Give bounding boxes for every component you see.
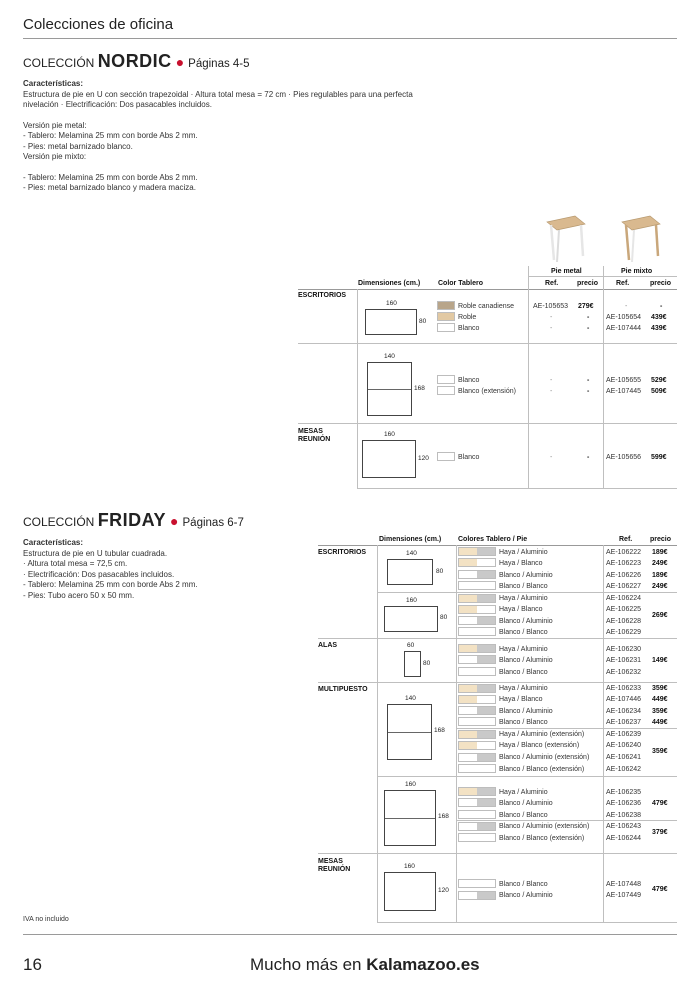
- swatch-haya-aluminio: [458, 644, 496, 653]
- nordic-ref-metal: -: [550, 377, 553, 384]
- friday-col-ref: Ref.: [619, 536, 633, 543]
- dim-width: 60: [407, 642, 415, 649]
- friday-price: 189€: [652, 572, 668, 579]
- dim-depth: 80: [436, 568, 444, 575]
- swatch-blanco-blanco: [458, 833, 496, 842]
- friday-sec-multipuesto: MULTIPUESTO: [318, 686, 368, 693]
- nordic-group-metal: Pie metal: [551, 268, 582, 275]
- nordic-price-metal: -: [587, 377, 590, 384]
- friday-price: 269€: [652, 612, 668, 619]
- nordic-desc-line: Estructura de pie en U con sección trapezoidal · Altura total mesa = 72 cm · Pies regulables para una perfecta: [23, 89, 413, 99]
- nordic-mixto-line: - Pies: metal barnizado blanco y madera maciza.: [23, 183, 196, 192]
- page-number: 16: [23, 955, 42, 974]
- header-rule: [23, 38, 677, 39]
- nordic-price-metal: 279€: [578, 303, 594, 310]
- friday-price: 449€: [652, 696, 668, 703]
- friday-color: Blanco / Blanco (extensión): [499, 835, 585, 842]
- friday-color: Haya / Blanco: [499, 606, 543, 613]
- nordic-price-mixto: -: [660, 303, 663, 310]
- ala-diagram: [404, 651, 421, 677]
- friday-ref: AE-106236: [606, 800, 642, 807]
- friday-color: Blanco / Aluminio: [499, 708, 553, 715]
- friday-ref: AE-106239: [606, 731, 642, 738]
- desk-diagram: [367, 362, 412, 416]
- friday-price: 359€: [652, 748, 668, 755]
- friday-ref: AE-107448: [606, 881, 642, 888]
- swatch-blanco-blanco: [458, 764, 496, 773]
- swatch-blanco-blanco: [458, 879, 496, 888]
- footer-tagline: [250, 955, 480, 975]
- friday-color: Haya / Aluminio: [499, 595, 548, 602]
- nordic-sec-escritorios: ESCRITORIOS: [298, 292, 347, 299]
- nordic-col-dim: Dimensiones (cm.): [358, 280, 421, 287]
- friday-ref: AE-106243: [606, 823, 642, 830]
- nordic-description: [23, 79, 413, 194]
- friday-ref: AE-106240: [606, 742, 642, 749]
- swatch-haya-blanco: [458, 741, 496, 750]
- nordic-name: NORDIC: [97, 51, 172, 71]
- nordic-col-price-mixto: precio: [650, 280, 672, 287]
- swatch-blanco-aluminio: [458, 798, 496, 807]
- swatch-blanco-blanco: [458, 627, 496, 636]
- nordic-pages: Páginas 4-5: [188, 58, 250, 70]
- nordic-ref-mixto: AE-105654: [606, 314, 642, 321]
- nordic-price-metal: -: [587, 325, 590, 332]
- nordic-price-mixto: 509€: [651, 388, 667, 395]
- dim-width: 160: [404, 863, 415, 870]
- friday-title: [23, 510, 244, 531]
- dim-depth: 80: [423, 660, 431, 667]
- footer-brand-link[interactable]: Kalamazoo.es: [366, 955, 480, 974]
- nordic-price-mixto: 439€: [651, 325, 667, 332]
- friday-ref: AE-106225: [606, 606, 642, 613]
- nordic-color: Roble canadiense: [458, 303, 515, 310]
- nordic-mixto-line: - Tablero: Melamina 25 mm con borde Abs 2 mm.: [23, 172, 198, 182]
- friday-col-colors: Colores Tablero / Pie: [458, 536, 528, 543]
- red-dot-icon: ●: [170, 513, 179, 529]
- friday-ref: AE-106237: [606, 719, 642, 726]
- nordic-color: Blanco: [458, 325, 480, 332]
- nordic-ref-metal: -: [550, 454, 553, 461]
- footer-tagline-prefix: Mucho más en: [250, 955, 362, 974]
- friday-ref: AE-106229: [606, 629, 642, 636]
- iva-note: IVA no incluido: [23, 916, 69, 923]
- dim-width: 140: [406, 550, 417, 557]
- friday-color: Haya / Blanco (extensión): [499, 742, 580, 749]
- swatch-haya-aluminio: [458, 547, 496, 556]
- friday-ref: AE-106234: [606, 708, 642, 715]
- swatch-roble-canadiense: [437, 301, 455, 310]
- friday-color: Blanco / Blanco: [499, 812, 548, 819]
- dim-depth: 80: [419, 318, 427, 325]
- swatch-blanco: [437, 386, 455, 395]
- friday-line: - Pies: Tubo acero 50 x 50 mm.: [23, 590, 135, 600]
- dim-width: 140: [384, 353, 395, 360]
- multipuesto-diagram: [384, 790, 436, 846]
- friday-price: 249€: [652, 560, 668, 567]
- friday-color: Haya / Aluminio: [499, 789, 548, 796]
- nordic-color: Blanco (extensión): [458, 388, 516, 395]
- friday-price: 249€: [652, 583, 668, 590]
- nordic-ref-metal: -: [550, 325, 553, 332]
- swatch-haya-blanco: [458, 695, 496, 704]
- friday-ref: AE-106228: [606, 618, 642, 625]
- nordic-title: [23, 51, 250, 72]
- friday-ref: AE-106244: [606, 835, 642, 842]
- friday-ref: AE-107446: [606, 696, 642, 703]
- nordic-desc-line: nivelación · Electrificación: Dos pasacables incluidos.: [23, 100, 212, 109]
- footer-rule: [23, 934, 677, 935]
- friday-color: Blanco / Aluminio: [499, 800, 553, 807]
- nordic-sec-reunion: REUNIÓN: [298, 436, 331, 443]
- swatch-blanco: [437, 375, 455, 384]
- nordic-ref-mixto: AE-105655: [606, 377, 642, 384]
- friday-price: 189€: [652, 549, 668, 556]
- swatch-haya-aluminio: [458, 594, 496, 603]
- nordic-group-mixto: Pie mixto: [621, 268, 653, 275]
- friday-prefix: COLECCIÓN: [23, 515, 95, 529]
- nordic-ref-mixto: AE-107444: [606, 325, 642, 332]
- nordic-prefix: COLECCIÓN: [23, 56, 95, 70]
- nordic-ref-mixto: AE-107445: [606, 388, 642, 395]
- dim-width: 160: [405, 781, 416, 788]
- nordic-color: Blanco: [458, 454, 480, 461]
- friday-line: - Tablero: Melamina 25 mm con borde Abs 2 mm.: [23, 580, 198, 589]
- nordic-price-metal: -: [587, 454, 590, 461]
- friday-ref: AE-106233: [606, 685, 642, 692]
- friday-color: Blanco / Aluminio: [499, 892, 553, 899]
- friday-ref: AE-106226: [606, 572, 642, 579]
- friday-color: Blanco / Blanco: [499, 583, 548, 590]
- friday-ref: AE-106223: [606, 560, 642, 567]
- desk-diagram: [365, 309, 417, 335]
- swatch-blanco-aluminio: [458, 706, 496, 715]
- friday-color: Blanco / Blanco: [499, 881, 548, 888]
- nordic-price-mixto: 529€: [651, 377, 667, 384]
- nordic-metal-title: Versión pie metal:: [23, 120, 87, 130]
- dim-depth: 168: [438, 813, 449, 820]
- friday-line: · Electrificación: Dos pasacables incluidos.: [23, 569, 175, 579]
- nordic-ref-mixto: AE-105656: [606, 454, 642, 461]
- friday-color: Blanco / Aluminio (extensión): [499, 754, 590, 761]
- swatch-blanco-aluminio: [458, 570, 496, 579]
- nordic-col-price-metal: precio: [577, 280, 599, 287]
- nordic-price-metal: -: [587, 388, 590, 395]
- friday-price: 359€: [652, 708, 668, 715]
- dim-width: 160: [386, 300, 397, 307]
- swatch-blanco-aluminio: [458, 891, 496, 900]
- dim-depth: 80: [440, 614, 448, 621]
- swatch-roble: [437, 312, 455, 321]
- friday-color: Haya / Aluminio: [499, 685, 548, 692]
- friday-ref: AE-106238: [606, 812, 642, 819]
- swatch-blanco-aluminio: [458, 753, 496, 762]
- dim-width: 160: [384, 431, 395, 438]
- nordic-mixto-title: Versión pie mixto:: [23, 152, 87, 161]
- nordic-ref-metal: -: [550, 314, 553, 321]
- swatch-haya-aluminio: [458, 730, 496, 739]
- nordic-metal-line: - Pies: metal barnizado blanco.: [23, 141, 133, 151]
- swatch-blanco: [437, 452, 455, 461]
- nordic-price-mixto: 599€: [651, 454, 667, 461]
- nordic-color: Blanco: [458, 377, 480, 384]
- dim-depth: 168: [414, 385, 425, 392]
- friday-color: Blanco / Blanco: [499, 629, 548, 636]
- dim-depth: 120: [418, 455, 429, 462]
- friday-price: 449€: [652, 719, 668, 726]
- swatch-haya-aluminio: [458, 684, 496, 693]
- nordic-col-color: Color Tablero: [438, 280, 483, 287]
- friday-line: Estructura de pie en U tubular cuadrada.: [23, 548, 168, 558]
- friday-price: 149€: [652, 657, 668, 664]
- desk-diagram: [387, 559, 433, 585]
- friday-price: 359€: [652, 685, 668, 692]
- friday-color: Haya / Aluminio (extensión): [499, 731, 585, 738]
- nordic-features-title: Características:: [23, 79, 84, 88]
- swatch-blanco-blanco: [458, 581, 496, 590]
- friday-color: Blanco / Aluminio (extensión): [499, 823, 590, 830]
- dim-depth: 120: [438, 887, 449, 894]
- swatch-blanco-aluminio: [458, 616, 496, 625]
- friday-sec-escritorios: ESCRITORIOS: [318, 549, 367, 556]
- dim-width: 160: [406, 597, 417, 604]
- desk-diagram: [384, 606, 438, 632]
- friday-description: [23, 538, 198, 601]
- friday-ref: AE-106242: [606, 766, 642, 773]
- swatch-blanco: [437, 323, 455, 332]
- friday-ref: AE-106227: [606, 583, 642, 590]
- friday-price: 479€: [652, 800, 668, 807]
- table-diagram: [384, 872, 436, 911]
- friday-color: Blanco / Aluminio: [499, 657, 553, 664]
- page-header-title: Colecciones de oficina: [23, 16, 174, 33]
- swatch-haya-blanco: [458, 558, 496, 567]
- nordic-metal-line: - Tablero: Melamina 25 mm con borde Abs 2 mm.: [23, 131, 198, 140]
- multipuesto-diagram: [387, 704, 432, 760]
- friday-color: Blanco / Blanco: [499, 669, 548, 676]
- friday-ref: AE-106235: [606, 789, 642, 796]
- friday-price: 379€: [652, 829, 668, 836]
- nordic-price-metal: -: [587, 314, 590, 321]
- dim-depth: 168: [434, 727, 445, 734]
- friday-ref: AE-106232: [606, 669, 642, 676]
- nordic-sec-mesas: MESAS: [298, 428, 323, 435]
- swatch-blanco-blanco: [458, 667, 496, 676]
- friday-col-dim: Dimensiones (cm.): [379, 536, 442, 543]
- friday-color: Haya / Blanco: [499, 560, 543, 567]
- nordic-ref-metal: AE-105653: [533, 303, 569, 310]
- nordic-col-ref-mixto: Ref.: [616, 280, 630, 287]
- friday-ref: AE-106231: [606, 657, 642, 664]
- nordic-color: Roble: [458, 314, 477, 321]
- nordic-metal-table-image: [545, 210, 587, 265]
- friday-ref: AE-107449: [606, 892, 642, 899]
- friday-sec-mesas: MESAS: [318, 858, 343, 865]
- table-diagram: [362, 440, 416, 478]
- friday-ref: AE-106224: [606, 595, 642, 602]
- swatch-blanco-aluminio: [458, 822, 496, 831]
- friday-col-precio: precio: [650, 536, 672, 543]
- friday-features-title: Características:: [23, 538, 84, 547]
- friday-ref: AE-106222: [606, 549, 642, 556]
- nordic-price-mixto: 439€: [651, 314, 667, 321]
- swatch-blanco-blanco: [458, 810, 496, 819]
- friday-ref: AE-106230: [606, 646, 642, 653]
- swatch-blanco-blanco: [458, 717, 496, 726]
- swatch-haya-blanco: [458, 605, 496, 614]
- dim-width: 140: [405, 695, 416, 702]
- nordic-ref-mixto: -: [625, 303, 628, 310]
- friday-ref: AE-106241: [606, 754, 642, 761]
- friday-color: Blanco / Blanco: [499, 719, 548, 726]
- friday-pages: Páginas 6-7: [182, 517, 244, 529]
- friday-color: Haya / Blanco: [499, 696, 543, 703]
- nordic-col-ref-metal: Ref.: [545, 280, 559, 287]
- nordic-ref-metal: -: [550, 388, 553, 395]
- friday-color: Haya / Aluminio: [499, 646, 548, 653]
- swatch-haya-aluminio: [458, 787, 496, 796]
- swatch-blanco-aluminio: [458, 655, 496, 664]
- friday-sec-reunion: REUNIÓN: [318, 866, 351, 873]
- red-dot-icon: ●: [175, 54, 185, 70]
- nordic-mixto-table-image: [620, 210, 662, 265]
- friday-line: · Altura total mesa = 72,5 cm.: [23, 559, 128, 568]
- friday-price: 479€: [652, 886, 668, 893]
- friday-sec-alas: ALAS: [318, 642, 338, 649]
- friday-color: Blanco / Aluminio: [499, 618, 553, 625]
- friday-color: Blanco / Aluminio: [499, 572, 553, 579]
- friday-name: FRIDAY: [97, 510, 167, 530]
- friday-color: Haya / Aluminio: [499, 549, 548, 556]
- friday-color: Blanco / Blanco (extensión): [499, 766, 585, 773]
